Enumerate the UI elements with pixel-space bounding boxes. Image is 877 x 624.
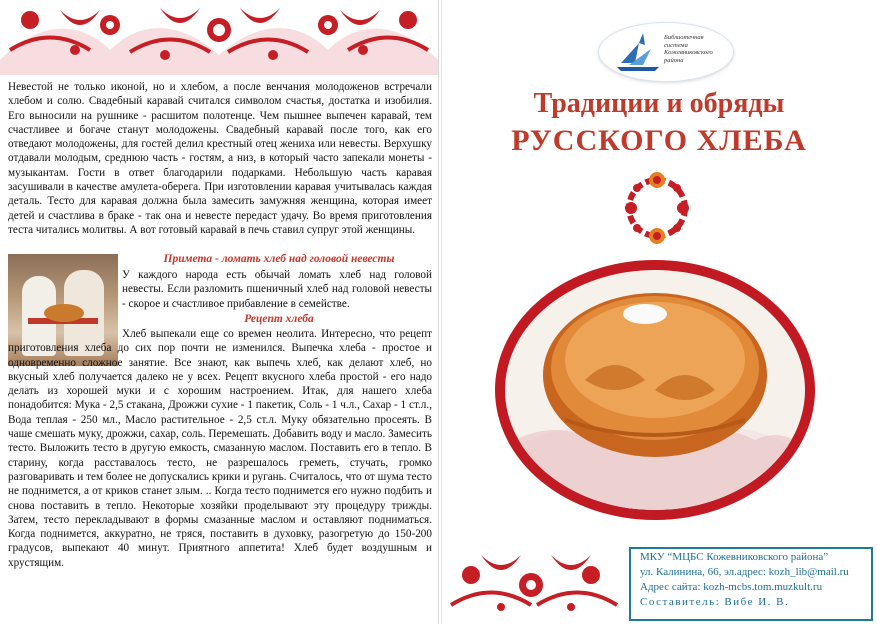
info-line-address: ул. Калинина, 66, эл.адрес: kozh_lib@mail.ru	[640, 566, 849, 578]
bread-photo	[505, 270, 805, 510]
bottom-ornament-right	[441, 545, 627, 624]
info-line-site: Адрес сайта: kozh-mcbs.tom.muzkult.ru	[640, 581, 823, 593]
wreath-ornament-icon	[617, 168, 697, 248]
omen-text: У каждого народа есть обычай ломать хлеб над головой невесты. Если разломить пшеничный хлеб над головой невесты - скорое и счастливое прибавление в семействе.	[122, 269, 432, 310]
top-ornament-left	[0, 0, 438, 75]
intro-text: Невестой не только иконой, но и хлебом, а после венчания молодоженов встречали хлебом и солю. Свадебный каравай считался символом счастья, достатка и изобилия. Его выносили на рушнике - расшитом полотенце. Чем пышнее выпечен каравай, тем счастливее и богаче станут молодожены. Свадебный каравай после того, как его отведают молодожены, для гостей делил крестный отец жениха или невесты. Верхушку отдавали молодым, среднюю часть - гостям, а низ, в который часто запекали монеты - музыкантам. Гости в ответ благодарили подарками. Небольшую часть каравая засушивали в качестве амулета-оберега. При изготовлении каравая учитывалась каждая деталь. Тесто для каравая должна была замесить замужняя женщина, которая имеет детей и счастлива в браке - так она и невесте передаст удачу. Во время приготовления теста читались молитвы. А вот готовый каравай в печь ставил супруг этой женщины.	[8, 81, 432, 236]
title-line1: Традиции и обряды	[533, 88, 785, 119]
omen-heading: Примета - ломать хлеб над головой невесты	[163, 253, 395, 265]
recipe-heading: Рецепт хлеба	[244, 313, 314, 325]
recipe-text: Хлеб выпекали еще со времен неолита. Интересно, что рецепт приготовления хлеба до сих пор почти не изменился. Выпечка хлеба - простое и одновременно сложное занятие. Все знают, как выпечь хлеб, как делают хлеб, но вкусный хлеб получается далеко не у всех. Рецепт вкусного хлеба простой - его надо делать из хорошей муки и с хорошим настроением. Итак, для нашего хлеба понадобится: Мука - 2,5 стакана, Дрожжи сухие - 1 пакетик, Соль - 1 ч.л., Сахар - 1 ст.л., Вода теплая - 250 мл., Масло растительное - 2,5 ст.л. Муку обязательно просеять. В чаше смешать муку, дрожжи, сахар, соль. Перемешать. Добавить воду и масло. Замесить тесто. Выложить тесто в другую емкость, смазанную маслом. Поставить его в тепло. В старину, когда расставалось тесто, не разрешалось греметь, стучать, громко разговаривать и тем более не допускались крики и ругань. Считалось, что от шума тесто не поднимется, а от криков станет злым. .. Когда тесто поднимется его нужно подбить и снова поставить в тепло. Некоторые хозяйки проделывают эту процедуру трижды. Затем, тесто перекладывают в формы смазанные маслом и оставляют подниматься. Когда поднимется, аккуратно, не тряся, поставить в духовку, разогретую до 150-200 градусов, выпекают 40 минут. Приятного аппетита! Хлеб будет воздушным и хрустящим.	[8, 328, 432, 569]
info-line-org: МКУ “МЦБС Кожевниковского района”	[640, 551, 829, 563]
info-line-author: Составитель: Вибе И. В.	[640, 596, 790, 608]
logo-caption: Библиотечная система Кожевниковского района	[664, 34, 713, 64]
title-line2: РУССКОГО ХЛЕБА	[511, 124, 807, 157]
